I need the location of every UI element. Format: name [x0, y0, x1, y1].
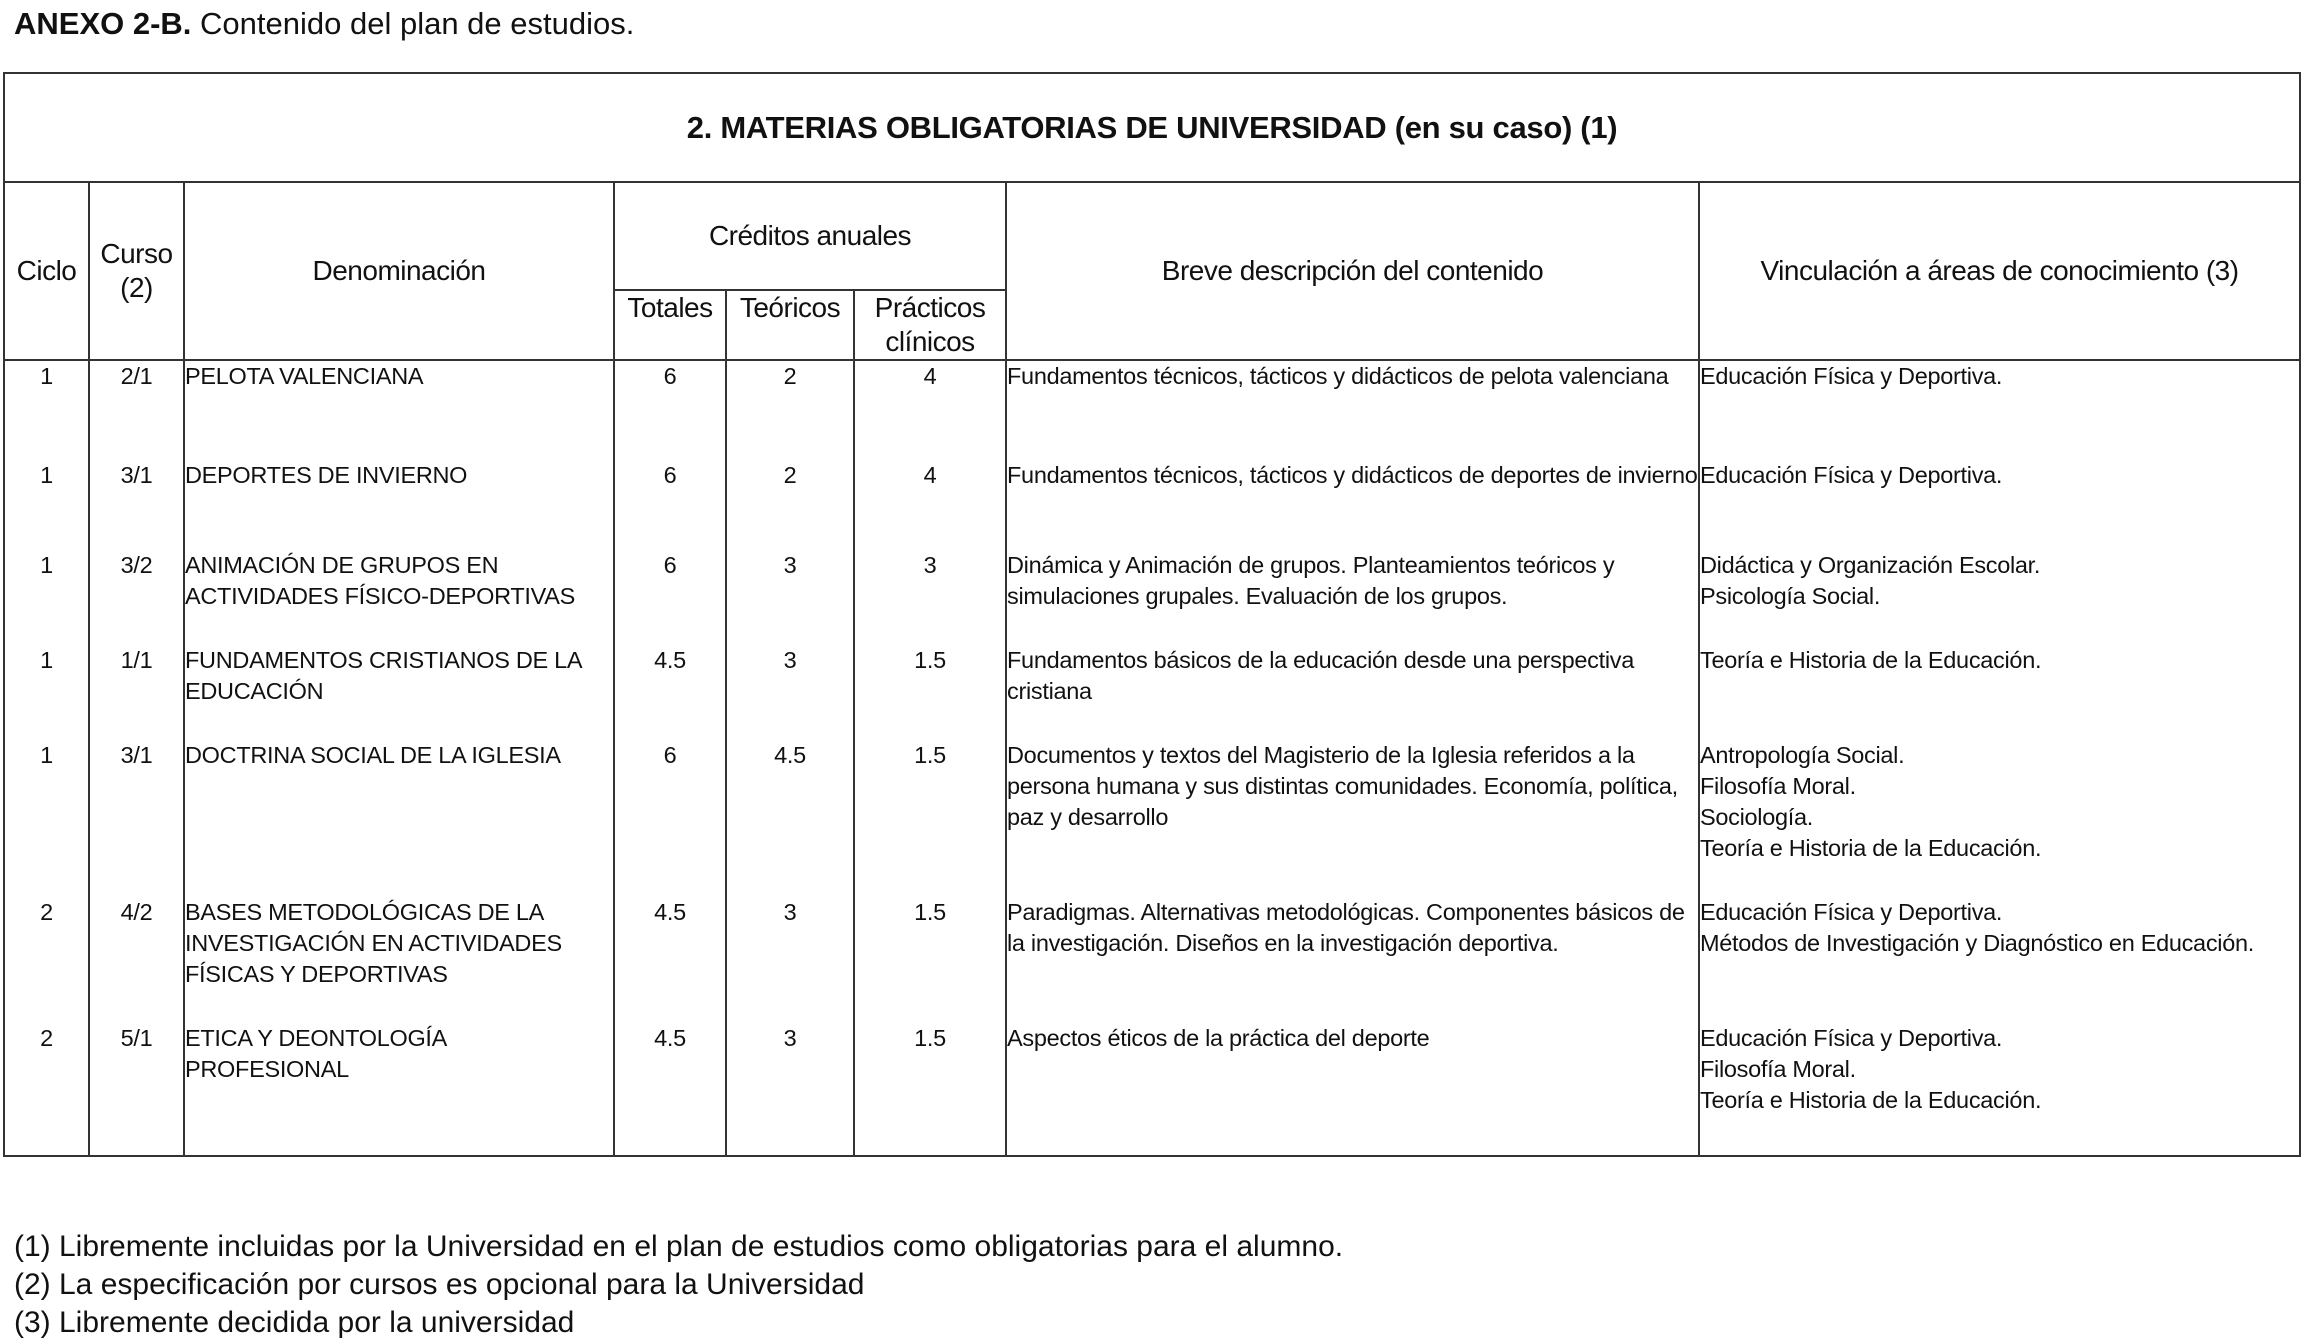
cell-vinculacion: Educación Física y Deportiva.: [1699, 360, 2300, 460]
cell-vinculacion: Teoría e Historia de la Educación.: [1699, 645, 2300, 740]
header-curso-note: (2): [120, 272, 153, 303]
cell-vinculacion: Educación Física y Deportiva.: [1699, 460, 2300, 550]
cell-totales: 4.5: [614, 897, 726, 1023]
cell-practicos: 1.5: [854, 897, 1006, 1023]
cell-ciclo: 1: [4, 740, 89, 897]
footnote-2: (2) La especificación por cursos es opcional para la Universidad: [14, 1268, 865, 1301]
cell-ciclo: 1: [4, 360, 89, 460]
cell-descripcion: Fundamentos básicos de la educación desde una perspectiva cristiana: [1006, 645, 1699, 740]
cell-practicos: 3: [854, 550, 1006, 645]
cell-vinculacion: Educación Física y Deportiva. Métodos de Investigación y Diagnóstico en Educación.: [1699, 897, 2300, 1023]
cell-curso: 1/1: [89, 645, 184, 740]
cell-ciclo: 2: [4, 1023, 89, 1156]
footnote-1: (1) Libremente incluidas por la Universidad en el plan de estudios como obligatorias para el alumno.: [14, 1230, 1344, 1263]
header-ciclo: Ciclo: [4, 182, 89, 360]
header-practicos-line1: Prácticos: [874, 292, 986, 323]
cell-totales: 4.5: [614, 645, 726, 740]
cell-teoricos: 3: [726, 897, 854, 1023]
study-plan-table: [3, 72, 2301, 1157]
footnotes: [14, 1228, 1343, 1342]
cell-curso: 2/1: [89, 360, 184, 460]
cell-totales: 6: [614, 360, 726, 460]
cell-practicos: 1.5: [854, 645, 1006, 740]
cell-ciclo: 2: [4, 897, 89, 1023]
table-row: [4, 897, 2300, 1023]
cell-curso: 4/2: [89, 897, 184, 1023]
cell-vinculacion: Educación Física y Deportiva. Filosofía Moral. Teoría e Historia de la Educación.: [1699, 1023, 2300, 1156]
cell-teoricos: 4.5: [726, 740, 854, 897]
header-descripcion: Breve descripción del contenido: [1006, 182, 1699, 360]
heading-bold: ANEXO 2-B.: [14, 6, 192, 41]
cell-descripcion: Aspectos éticos de la práctica del deporte: [1006, 1023, 1699, 1156]
page-heading: [14, 6, 634, 42]
cell-denominacion: ETICA Y DEONTOLOGÍA PROFESIONAL: [184, 1023, 614, 1156]
table-row: [4, 1023, 2300, 1156]
cell-teoricos: 2: [726, 460, 854, 550]
cell-descripcion: Fundamentos técnicos, tácticos y didácticos de pelota valenciana: [1006, 360, 1699, 460]
cell-descripcion: Fundamentos técnicos, tácticos y didácticos de deportes de invierno: [1006, 460, 1699, 550]
cell-denominacion: DEPORTES DE INVIERNO: [184, 460, 614, 550]
cell-practicos: 4: [854, 360, 1006, 460]
header-practicos-line2: clínicos: [885, 326, 975, 357]
heading-rest: Contenido del plan de estudios.: [191, 6, 635, 41]
cell-curso: 3/1: [89, 460, 184, 550]
cell-totales: 4.5: [614, 1023, 726, 1156]
cell-ciclo: 1: [4, 550, 89, 645]
table-body: [4, 360, 2300, 1156]
header-teoricos: Teóricos: [726, 290, 854, 360]
cell-totales: 6: [614, 740, 726, 897]
cell-teoricos: 2: [726, 360, 854, 460]
cell-totales: 6: [614, 550, 726, 645]
header-curso: [89, 182, 184, 360]
cell-descripcion: Documentos y textos del Magisterio de la Iglesia referidos a la persona humana y sus distintas comunidades. Economía, política, paz y desarrollo: [1006, 740, 1699, 897]
cell-descripcion: Dinámica y Animación de grupos. Planteamientos teóricos y simulaciones grupales. Evaluación de los grupos.: [1006, 550, 1699, 645]
cell-practicos: 1.5: [854, 740, 1006, 897]
cell-teoricos: 3: [726, 550, 854, 645]
cell-ciclo: 1: [4, 460, 89, 550]
cell-curso: 3/1: [89, 740, 184, 897]
cell-denominacion: DOCTRINA SOCIAL DE LA IGLESIA: [184, 740, 614, 897]
cell-practicos: 4: [854, 460, 1006, 550]
cell-vinculacion: Antropología Social. Filosofía Moral. Sociología. Teoría e Historia de la Educación.: [1699, 740, 2300, 897]
table-row: [4, 740, 2300, 897]
table-title: 2. MATERIAS OBLIGATORIAS DE UNIVERSIDAD (en su caso) (1): [4, 73, 2300, 182]
table-row: [4, 550, 2300, 645]
footnote-3: (3) Libremente decidida por la universidad: [14, 1306, 575, 1339]
header-practicos: [854, 290, 1006, 360]
cell-teoricos: 3: [726, 645, 854, 740]
cell-totales: 6: [614, 460, 726, 550]
header-denominacion: Denominación: [184, 182, 614, 360]
cell-denominacion: PELOTA VALENCIANA: [184, 360, 614, 460]
cell-denominacion: BASES METODOLÓGICAS DE LA INVESTIGACIÓN EN ACTIVIDADES FÍSICAS Y DEPORTIVAS: [184, 897, 614, 1023]
cell-denominacion: FUNDAMENTOS CRISTIANOS DE LA EDUCACIÓN: [184, 645, 614, 740]
cell-curso: 5/1: [89, 1023, 184, 1156]
header-curso-label: Curso: [100, 238, 173, 269]
cell-teoricos: 3: [726, 1023, 854, 1156]
cell-ciclo: 1: [4, 645, 89, 740]
cell-descripcion: Paradigmas. Alternativas metodológicas. Componentes básicos de la investigación. Diseños en la investigación deportiva.: [1006, 897, 1699, 1023]
cell-curso: 3/2: [89, 550, 184, 645]
cell-vinculacion: Didáctica y Organización Escolar. Psicología Social.: [1699, 550, 2300, 645]
table-row: [4, 360, 2300, 460]
cell-practicos: 1.5: [854, 1023, 1006, 1156]
table-row: [4, 645, 2300, 740]
header-totales: Totales: [614, 290, 726, 360]
cell-denominacion: ANIMACIÓN DE GRUPOS EN ACTIVIDADES FÍSICO-DEPORTIVAS: [184, 550, 614, 645]
header-vinculacion: Vinculación a áreas de conocimiento (3): [1699, 182, 2300, 360]
header-creditos: Créditos anuales: [614, 182, 1006, 290]
table-row: [4, 460, 2300, 550]
